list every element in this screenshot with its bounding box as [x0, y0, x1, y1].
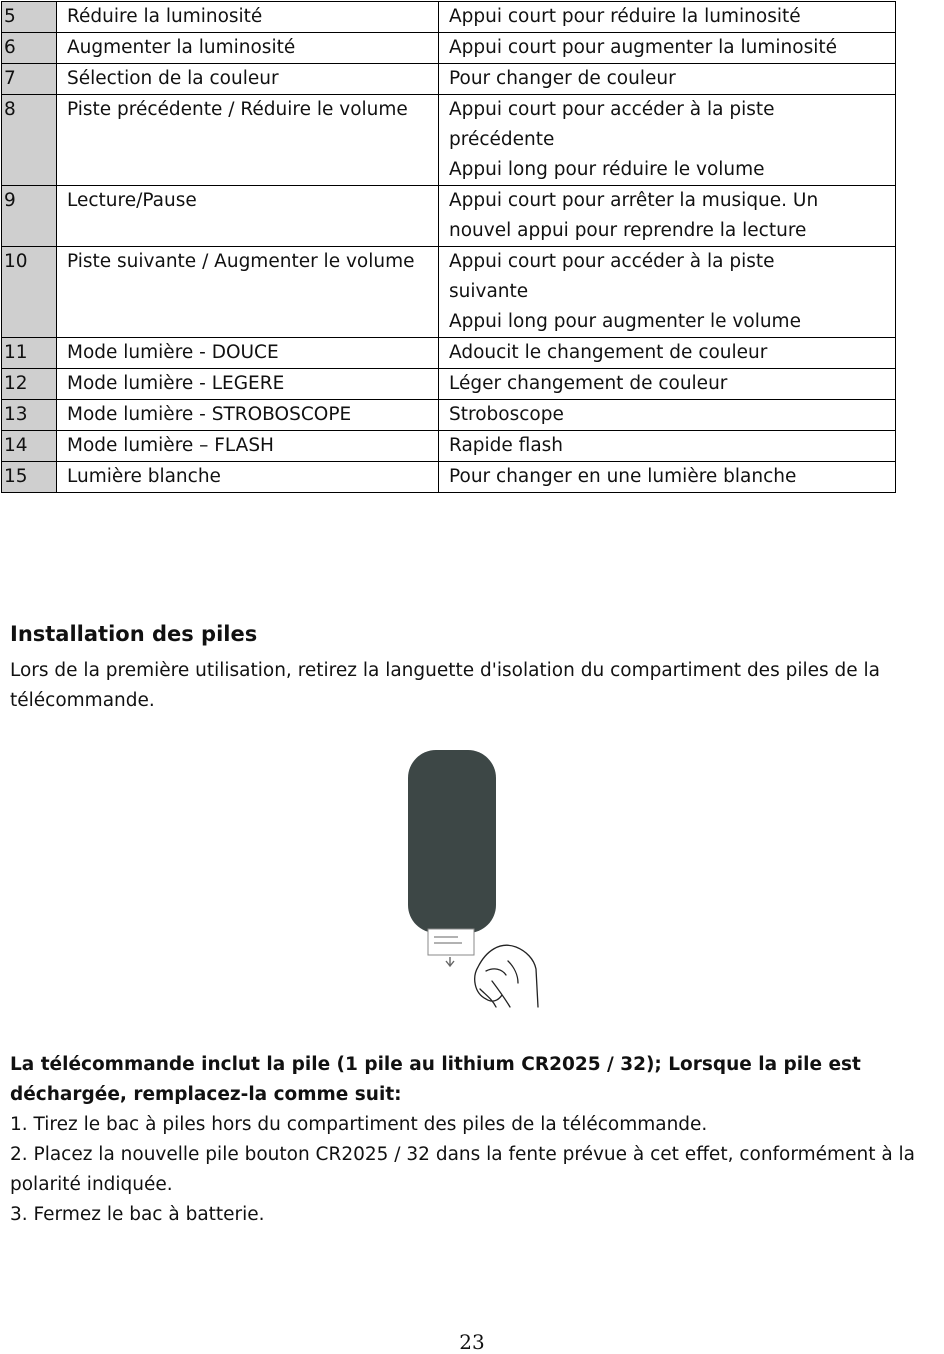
row-number: 6 — [2, 33, 57, 64]
hand-icon — [475, 945, 538, 1007]
arrow-down-icon — [446, 957, 454, 966]
function-cell: Mode lumière - LEGERE — [57, 369, 439, 400]
function-cell: Mode lumière – FLASH — [57, 431, 439, 462]
table-row — [2, 33, 896, 64]
description-cell: Appui court pour arrêter la musique. Un nouvel appui pour reprendre la lecture — [439, 186, 896, 247]
table-row — [2, 186, 896, 247]
function-cell: Mode lumière - DOUCE — [57, 338, 439, 369]
row-number: 15 — [2, 462, 57, 493]
row-number: 9 — [2, 186, 57, 247]
description-cell: Rapide flash — [439, 431, 896, 462]
row-number: 14 — [2, 431, 57, 462]
description-cell: Adoucit le changement de couleur — [439, 338, 896, 369]
table-row — [2, 400, 896, 431]
function-cell: Piste suivante / Augmenter le volume — [57, 247, 439, 338]
table-row — [2, 369, 896, 400]
description-cell: Appui court pour réduire la luminosité — [439, 2, 896, 33]
description-cell: Pour changer en une lumière blanche — [439, 462, 896, 493]
battery-tray — [428, 929, 474, 955]
table-row — [2, 95, 896, 186]
function-cell: Lecture/Pause — [57, 186, 439, 247]
function-cell: Piste précédente / Réduire le volume — [57, 95, 439, 186]
row-number: 7 — [2, 64, 57, 95]
table-row — [2, 462, 896, 493]
row-number: 10 — [2, 247, 57, 338]
row-number: 13 — [2, 400, 57, 431]
battery-intro: Lors de la première utilisation, retirez la languette d'isolation du compartiment des piles de la télécommande. — [10, 660, 880, 711]
row-number: 5 — [2, 2, 57, 33]
table-row — [2, 64, 896, 95]
page-number: 23 — [459, 1330, 485, 1354]
function-cell: Augmenter la luminosité — [57, 33, 439, 64]
description-cell: Appui court pour accéder à la piste suivante Appui long pour augmenter le volume — [439, 247, 896, 338]
function-cell: Mode lumière - STROBOSCOPE — [57, 400, 439, 431]
table-row — [2, 338, 896, 369]
description-cell: Stroboscope — [439, 400, 896, 431]
battery-step-2: 2. Placez la nouvelle pile bouton CR2025 / 32 dans la fente prévue à cet effet, conformément à la polarité indiquée. — [10, 1144, 916, 1195]
table-row — [2, 247, 896, 338]
row-number: 8 — [2, 95, 57, 186]
function-cell: Réduire la luminosité — [57, 2, 439, 33]
description-cell: Léger changement de couleur — [439, 369, 896, 400]
functions-table — [1, 1, 896, 493]
remote-body — [408, 750, 496, 933]
function-cell: Sélection de la couleur — [57, 64, 439, 95]
remote-battery-tab-illustration — [400, 745, 550, 1020]
table-row — [2, 431, 896, 462]
description-cell: Appui court pour accéder à la piste précédente Appui long pour réduire le volume — [439, 95, 896, 186]
function-cell: Lumière blanche — [57, 462, 439, 493]
battery-lead: La télécommande inclut la pile (1 pile au lithium CR2025 / 32); Lorsque la pile est déchargée, remplacez-la comme suit: — [10, 1054, 861, 1105]
description-cell: Pour changer de couleur — [439, 64, 896, 95]
row-number: 12 — [2, 369, 57, 400]
battery-section-title: Installation des piles — [10, 622, 258, 646]
row-number: 11 — [2, 338, 57, 369]
battery-step-1: 1. Tirez le bac à piles hors du compartiment des piles de la télécommande. — [10, 1114, 708, 1135]
description-cell: Appui court pour augmenter la luminosité — [439, 33, 896, 64]
table-row — [2, 2, 896, 33]
battery-replacement-block — [10, 1050, 944, 1230]
battery-step-3: 3. Fermez le bac à batterie. — [10, 1204, 265, 1225]
